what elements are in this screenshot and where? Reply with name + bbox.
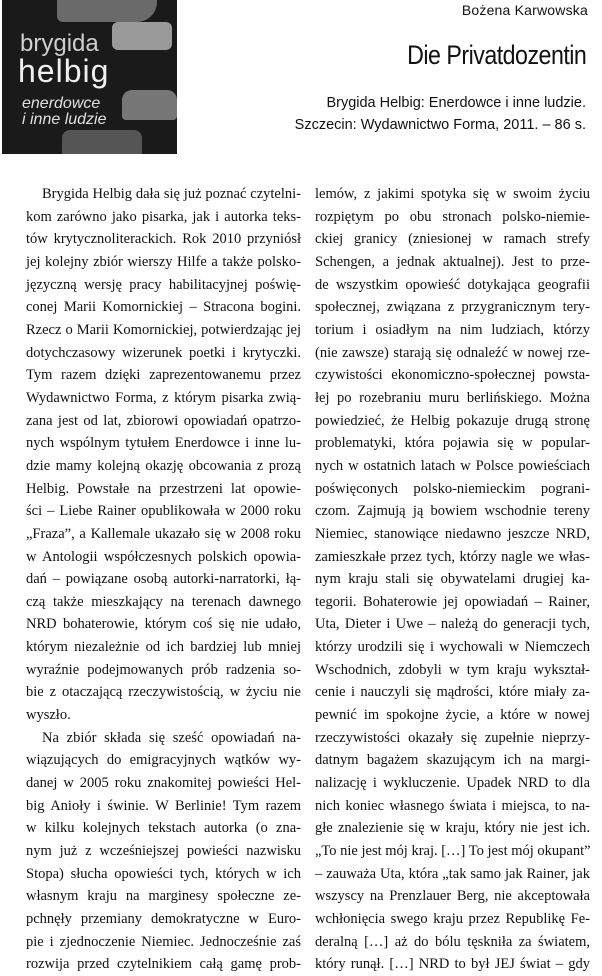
text-line: de wszystkim opowieść dotykająca geografii	[315, 276, 590, 293]
cover-car-shape	[57, 0, 157, 22]
text-line: wszyscy na Prenzlauer Berg, nie akceptowała	[315, 888, 590, 905]
text-line: Brygida Helbig dała się już poznać czytelni-	[42, 186, 301, 202]
text-line: ckiej granicy (zniesionej w ramach strefy	[315, 231, 590, 248]
text-line: rzeczywistości okazały się zupełnie nieprzy-	[315, 729, 590, 746]
text-line: „Fraza”, a Kallemale ukazało się w 2008 roku	[26, 525, 301, 542]
text-line: Schengen, a jednak aktualnej). Jest to prze-	[315, 253, 590, 270]
text-line: wyraźnie podejmowanych prób radzenia so-	[26, 661, 301, 678]
text-line: dzie mamy kolejną okazję obcowania z prozą	[26, 457, 301, 474]
text-line: którym niezależnie od ich bardziej lub mniej	[26, 639, 301, 656]
text-line: pewnić im spokojne życie, a które w nowej	[315, 707, 590, 724]
text-line: torium i osiadłym na nim ludziach, którzy	[315, 321, 590, 338]
cover-car-shape	[62, 130, 142, 154]
cover-title-line2: i inne ludzie	[22, 111, 107, 128]
text-line: zamieszkałe przez tych, którzy nagle we włas-	[315, 548, 590, 565]
author-name: Bożena Karwowska	[461, 2, 588, 18]
text-line: Wschodnich, zdobyli w tym kraju wykształ-	[315, 661, 590, 678]
text-line: rozwija przed czytelnikiem całą gamę prob-	[26, 956, 301, 973]
text-line: głe znalezienie się w kraju, który nie jest ich.	[315, 820, 590, 837]
text-column-right	[315, 183, 591, 973]
cover-title-line1: enerdowce	[22, 95, 101, 112]
text-line: deralną […] aż do bólu tęskniła za światem,	[315, 933, 590, 950]
text-line: Rzecz o Marii Komornickiej, potwierdzając jej	[26, 321, 301, 338]
text-line: zana jest od lat, zbiorowi opowiadań opatrzo-	[26, 412, 301, 429]
text-column-left	[26, 183, 301, 973]
text-line: kom zarówno jako pisarka, jak i autorka teks-	[26, 208, 301, 225]
text-line: jej kolejny zbiór wierszy Hilfe a także polsko-	[26, 253, 301, 270]
text-line: nich koniec własnego świata i miejsca, to na-	[315, 797, 590, 814]
text-line: Stopa) słucha opowieści tych, których w ich	[26, 865, 301, 882]
text-line: czą także mieszkający na terenach dawnego	[26, 593, 301, 610]
cover-author-last: helbig	[18, 53, 110, 89]
text-line: w kilku kolejnych tekstach autorka (o zna-	[26, 820, 301, 837]
text-line: pie i zjednoczenie Niemiec. Jednocześnie zaś	[26, 933, 301, 950]
book-cover	[2, 0, 177, 154]
cover-author-first: brygida	[20, 30, 99, 57]
text-line: własnym kraju na marginesy społeczne ze-	[26, 888, 301, 905]
text-line: społecznej, związana z przygranicznym tery-	[315, 299, 590, 316]
bibliography-line-2: Szczecin: Wydawnictwo Forma, 2011. – 86 s.	[294, 117, 586, 133]
text-line: Uta, Dieter i Uwe – należą do generacji tych,	[315, 616, 590, 633]
text-line: ści – Liebe Rainer opublikowała w 2000 roku	[26, 503, 301, 520]
text-line: nym już z wcześniejszej powieści nazwisku	[26, 843, 301, 860]
text-line: danej w 2005 roku znakomitej powieści Hel-	[26, 775, 301, 792]
text-line: języczną wersję pracy habilitacyjnej poświę-	[26, 276, 301, 293]
text-line: bie z otaczającą rzeczywistością, w życiu nie	[26, 684, 301, 701]
text-line: Tym razem dzięki zaprezentowanemu przez	[26, 367, 301, 384]
text-line: tegorii. Bohaterowie jej opowiadań – Rainer,	[315, 593, 590, 610]
text-line: problematyki, która pojawia się w popular-	[315, 435, 590, 452]
cover-car-shape	[122, 90, 177, 120]
text-line: nych w ostatnich latach w Polsce powieściach	[315, 457, 590, 474]
text-line: poświęconych polsko-niemieckim pograni-	[315, 480, 590, 497]
text-line: w Antologii współczesnych polskich opowia-	[26, 548, 301, 565]
text-line: wchłonięcia swego kraju przez Republikę Fe-	[315, 911, 590, 927]
text-line: (nie zawsze) starają się odnaleźć w nowej rze-	[315, 344, 590, 361]
text-line: – zauważa Uta, która „tak samo jak Rainer, jak	[315, 865, 590, 882]
text-line: NRD bohaterowie, którym coś się nie udało,	[26, 616, 301, 633]
text-line: rozpiętym po obu stronach polsko-niemie-	[315, 208, 590, 225]
text-line: czom. Zajmują ją bowiem wschodnie tereny	[315, 503, 590, 520]
text-line: dotychczasowy wizerunek poetki i krytyczki.	[26, 344, 301, 361]
text-line: nalizację i wykluczenie. Upadek NRD to dla	[315, 775, 590, 792]
text-line: pchnęły przemiany demokratyczne w Euro-	[26, 911, 301, 927]
text-line: conej Marii Komornickiej – Stracona bogini.	[26, 299, 301, 316]
text-line: który runął. […] NRD to był JEJ świat – gdy	[315, 956, 590, 973]
review-title: Die Privatdozentin	[406, 40, 586, 70]
text-line: nym kraju stali się obywatelami drugiej ka-	[315, 571, 590, 588]
text-line: powiedzieć, że Helbig pokazuje drugą stronę	[315, 412, 590, 429]
text-line: Na zbiór składa się sześć opowiadań na-	[42, 729, 301, 746]
text-line: Wydawnictwo Forma, z którym pisarka zwią-	[26, 389, 301, 406]
text-line: Niemiec, stanowiące niedawno jeszcze NRD,	[315, 525, 590, 542]
text-line: dań – powiązane osobą autorki-narratorki, łą-	[26, 571, 301, 588]
text-line: wyszło.	[26, 707, 71, 724]
text-line: łej po rozebraniu muru berlińskiego. Można	[315, 389, 590, 406]
text-line: nych wspólnym tytułem Enerdowce i inne lu-	[26, 435, 301, 452]
text-line: „To nie jest mój kraj. […] To jest mój okupant”	[315, 843, 591, 860]
text-line: wiązujących do emigracyjnych wątków wy-	[26, 752, 301, 769]
text-line: big Anioły i świnie. W Berlinie! Tym razem	[26, 797, 301, 814]
text-line: którzy urodzili się i wychowali w Niemczech	[315, 639, 590, 656]
cover-car-shape	[112, 22, 172, 50]
text-line: tów krytycznoliterackich. Rok 2010 przyniósł	[26, 231, 301, 248]
text-line: cenie i nauczyli się mądrości, które miały za-	[315, 684, 590, 701]
text-line: czywistości ekonomiczno-społecznej powsta-	[315, 367, 590, 384]
text-line: datnym bagażem skazującym ich na margi-	[315, 752, 590, 769]
text-line: Helbig. Powstałe na przestrzeni lat opowie-	[26, 480, 301, 497]
bibliography-line-1: Brygida Helbig: Enerdowce i inne ludzie.	[326, 95, 586, 111]
text-line: lemów, z jakimi spotyka się w swoim życiu	[315, 186, 590, 202]
